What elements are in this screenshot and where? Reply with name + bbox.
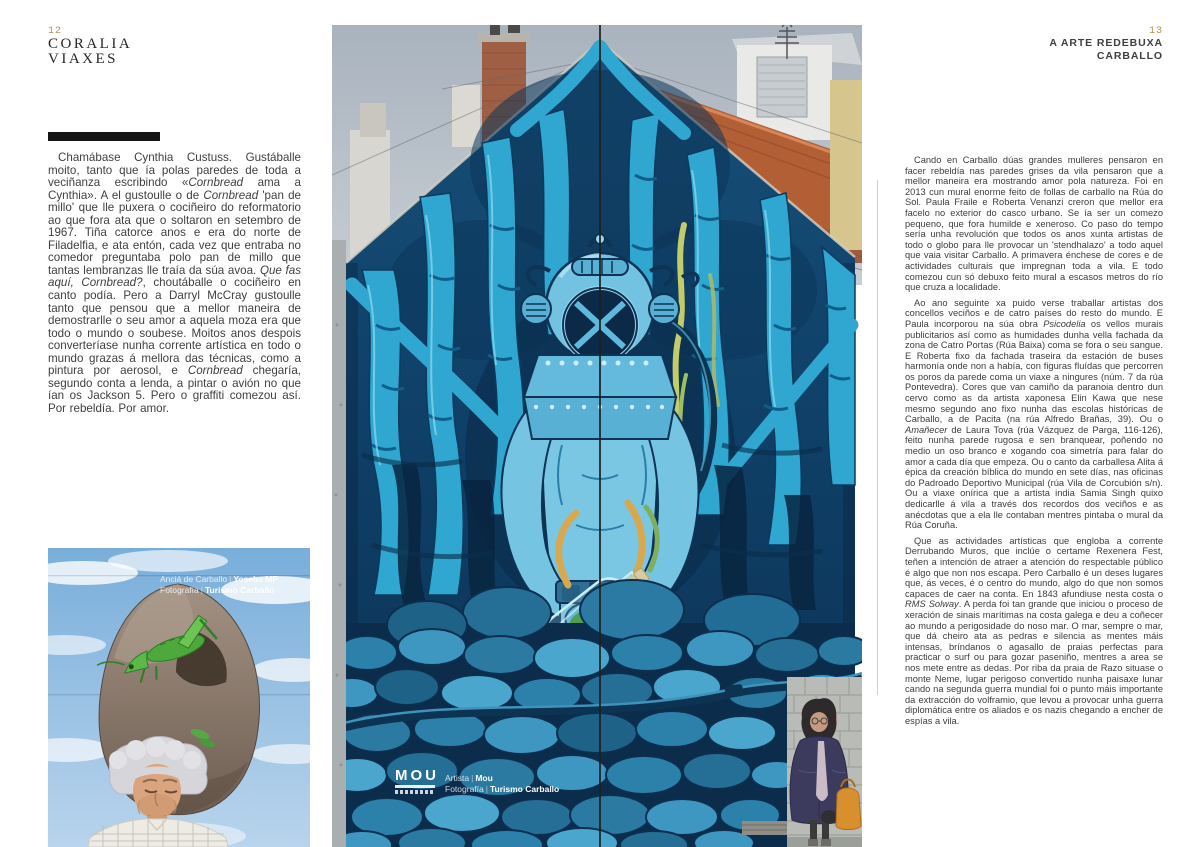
article-paragraph: Que as actividades artísticas que engloba a corrente Derrubando Muros, que inclúe o certame Rexenera Fest, teñen a intención de atraer a atención do respectable público é algo que non nos escapa. Pero Carballo é un deses lugares que, ás veces, é o centro do mundo, algo do que non somos capaces de caer na conta. En 1843 afundiuse nesta costa o RMS Solway. A perda foi tan grande que iniciou o proceso de xeración de sinais marítimas na costa galega e deu a coñecer ao mundo a perigosidade do noso mar. O mar, sempre o mar, que dá cheiro ata as pedras e silencia as mentes máis intensas, bríndanos o agasallo de praias perfectas para practicar o surf ou para gozar paseniño, mentres a area se nos mete entre as dedas. Por riba da praia de Razo situase o monte Neme, lugar perigoso convertido nunha paisaxe lunar cando na segunda guerra mundial foi o punto máis importante da extracción do volframio, que levou a provocar unha guerra diplomática entre os aliados e os nazis chegando a encher de espías a vila. — [905, 535, 1164, 726]
left-article-column — [48, 152, 301, 415]
caption-photo-credit-line: Fotografía | Turismo Carballo — [445, 784, 560, 794]
article-paragraph: Cando en Carballo dúas grandes mulleres pensaron en facer rebeldía nas paredes grises da vila pensaron que a mellor maneira era mostrando amor pola natureza. Foi en 2013 cun mural enorme feito de follas de carballo na Rúa do Sol. Paula Fraile e Roberta Venanzi creron que mellor era facelo no exterior do casco urbano. Se ía ser un comezo pequeno, que fora humilde e xeneroso. Co paso do tempo sería unha revolución que todos os anos xunta artistas de todo o globo para lle provocar un 'stendhalazo' a todo aquel que vaia visitar Carballo. A primavera énchese de cores e de actividades culturais que impregnan toda a vila. E todo comezou cun só debuxo feito mural a escasos metros do río que cruza a localidade. — [905, 155, 1163, 293]
right-page-header — [1049, 26, 1163, 63]
left-photo-mural-grasshopper — [48, 548, 310, 847]
caption-artwork-line: Anciá de Carballo | Yoseba MP — [160, 574, 279, 584]
article-paragraph: Chamábase Cynthia Custuss. Gustáballe moito, tanto que ía polas paredes de toda a veciñanza escribindo «Cornbread ama a Cynthia». A el gustoulle o de Cornbread 'pan de millo' que lle puxera o cociñeiro do reformatorio ao que fora ata que o soltaron en setembro de 1967. Tiña catorce anos e era do norte de Filadelfia, e ata entón, cada vez que entraba no comedor preguntaba polo pan de millo que tantas lembranzas lle traía da súa avoa. Que fas aquí, Cornbread?, choutáballe o cociñeiro en canto podía. Pero a Darryl McCray gustoulle tanto que pensou que a mellor maneira de demostrarlle o seu amor a aquela moza era que todo o mundo o soubese. Moitos anos despois converteríase nunha corrente artística en todo o mundo grazas á mellora das técnicas, como a pintura por aerosol, e Cornbread chegaría, segundo conta a lenda, a pintar o avión no que ían os Jackson 5. Pero o graffiti comezou así. Por rebeldía. Por amor. — [48, 151, 301, 415]
signature-text: MOU — [395, 767, 439, 784]
center-photo-diver-mural — [332, 25, 862, 847]
left-page-number: 12 — [48, 26, 63, 37]
article-paragraph: Ao ano seguinte xa puido verse traballar artistas dos concellos veciños e de catro países do resto do mundo. E Paula incorporou na súa obra Psicodelia os vellos murais publicitarios así como as humidades dunha vella fachada da zona de Catro Portas (Rúa Baixa) coma se fora o seu sangue. E Roberta fixo da fachada traseira da estación de buses harmonía onde non a había, con figuras fluídas que percorren os poros da parede coma un viaxe a ningures (núm. 7 da rúa Pontevedra). Cores que van camiño da paranoia dentro dun cervo como as da artista xaponesa Elin Kawa que nese mesmo segundo ano fixo nunha das escolas históricas de Carballo, a de Pacita (na rúa Alfredo Brañas, 39). Ou o Amañecer de Laura Tova (rúa Vázquez de Parga, 116-126), feito nunha parede rugosa e sen branquear, poñendo no medio un oso branco e xogando coa simetría para falar do amor a cada día que empeza. Ou o canto da carballesa Alita á épica da creación bíblica do mundo en sete días, nas oficinas do Padroado Deportivo Municipal (rúa Vila de Corcubión s/n). Ou a viaxe onírica que a artista india Samia Singh quixo dedicarlle á vila a través dos recordos dos veciños e as anécdotas que a ela lle contaban mentres pintaba o mural da Rúa Coruña. — [905, 297, 1164, 531]
dark-bag — [821, 810, 837, 824]
left-page-header — [48, 26, 132, 67]
right-page-number: 13 — [1148, 26, 1163, 37]
signature-bar — [395, 785, 435, 788]
article-lede-bar — [48, 132, 160, 141]
section-title-line2: CARBALLO — [1096, 50, 1163, 62]
section-title-line1: A ARTE REDEBUXA — [1049, 37, 1163, 49]
center-photo-caption — [445, 773, 559, 795]
caption-artist-line: Artista | Mou — [445, 773, 493, 783]
diver-mural-illustration — [332, 25, 862, 847]
page-edge-rule — [877, 180, 878, 695]
pebbledash-wall-strip — [332, 240, 346, 847]
caption-photo-credit-line: Fotografía | Turismo Carballo — [160, 585, 275, 595]
magazine-title-line1: CORALIA — [48, 36, 133, 52]
signature-subtext-bar — [395, 790, 435, 794]
left-photo-caption — [160, 574, 278, 596]
magazine-title-line2: VIAXES — [48, 51, 118, 67]
mural-signature — [395, 769, 439, 794]
right-article-column — [905, 155, 1163, 731]
